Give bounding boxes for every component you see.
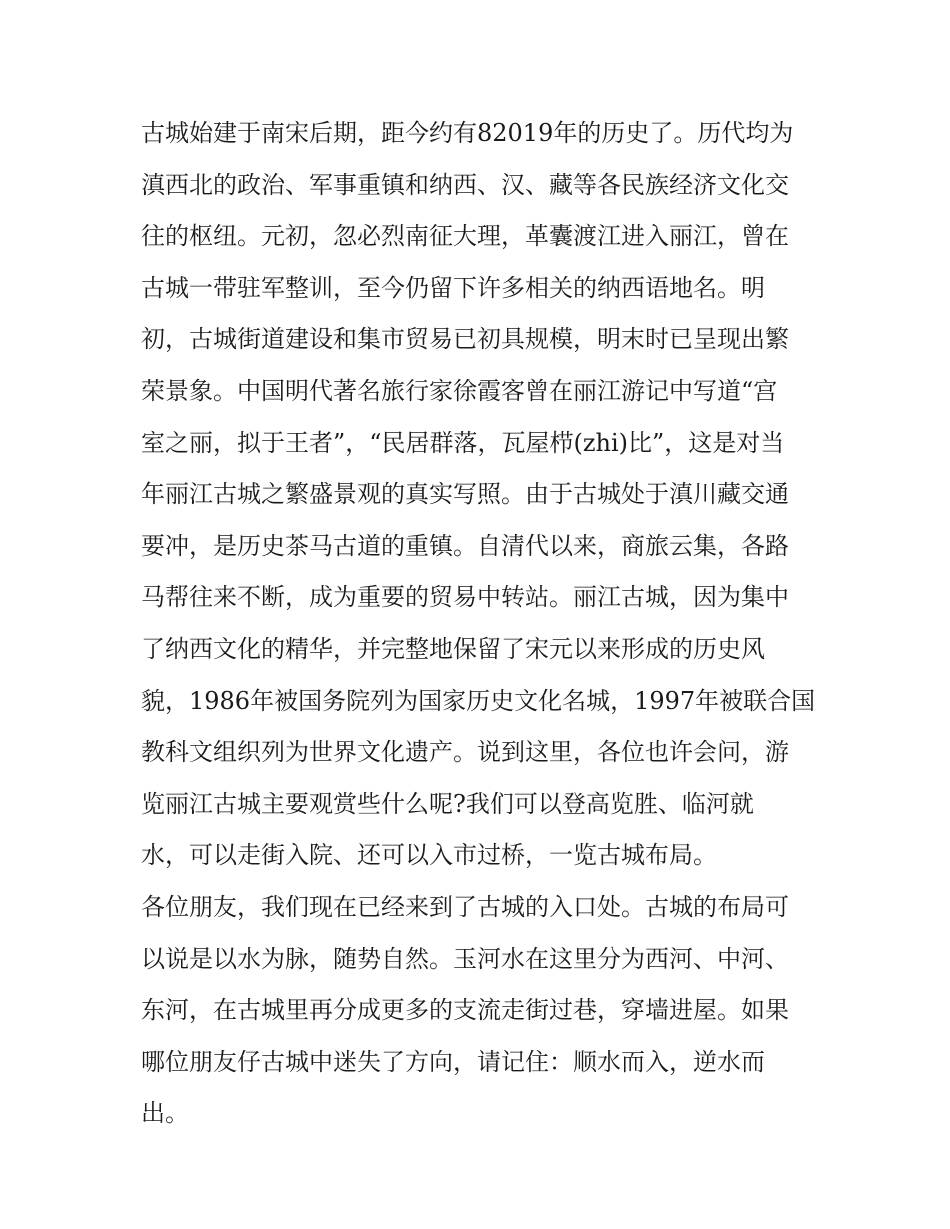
text-line: 室之丽，拟于王者”，“民居群落，瓦屋栉(zhi)比”，这是对当 (141, 428, 785, 457)
text-line: 以说是以水为脉，随势自然。玉河水在这里分为西河、中河、 (141, 944, 789, 973)
text-line: 古城始建于南宋后期，距今约有82019年的历史了。历代均为 (141, 119, 794, 147)
text-line: 览丽江古城主要观赏些什么呢?我们可以登高览胜、临河就 (141, 789, 754, 818)
text-line: 了纳西文化的精华，并完整地保留了宋元以来形成的历史风 (141, 634, 765, 663)
text-line: 哪位朋友仔古城中迷失了方向，请记住：顺水而入，逆水而 (141, 1047, 765, 1076)
text-line: 往的枢纽。元初，忽必烈南征大理，革囊渡江进入丽江，曾在 (141, 222, 789, 251)
text-line: 荣景象。中国明代著名旅行家徐霞客曾在丽江游记中写道“宫 (141, 376, 778, 405)
text-line: 年丽江古城之繁盛景观的真实写照。由于古城处于滇川藏交通 (141, 480, 789, 509)
text-line: 初，古城街道建设和集市贸易已初具规模，明末时已呈现出繁 (141, 325, 789, 354)
text-line: 水，可以走街入院、还可以入市过桥，一览古城布局。 (141, 841, 717, 870)
text-line: 教科文组织列为世界文化遗产。说到这里，各位也许会问，游 (141, 738, 789, 767)
text-line: 东河，在古城里再分成更多的支流走街过巷，穿墙进屋。如果 (141, 996, 789, 1025)
body-text (141, 108, 821, 1140)
text-line: 貌，1986年被国务院列为国家历史文化名城，1997年被联合国 (141, 686, 816, 715)
text-line: 各位朋友，我们现在已经来到了古城的入口处。古城的布局可 (141, 892, 789, 921)
text-line: 马帮往来不断，成为重要的贸易中转站。丽江古城，因为集中 (141, 583, 789, 612)
text-line: 古城一带驻军整训，至今仍留下许多相关的纳西语地名。明 (141, 273, 765, 302)
text-line: 要冲，是历史茶马古道的重镇。自清代以来，商旅云集，各路 (141, 531, 789, 560)
text-line: 滇西北的政治、军事重镇和纳西、汉、藏等各民族经济文化交 (141, 170, 789, 199)
text-line: 出。 (141, 1099, 189, 1128)
